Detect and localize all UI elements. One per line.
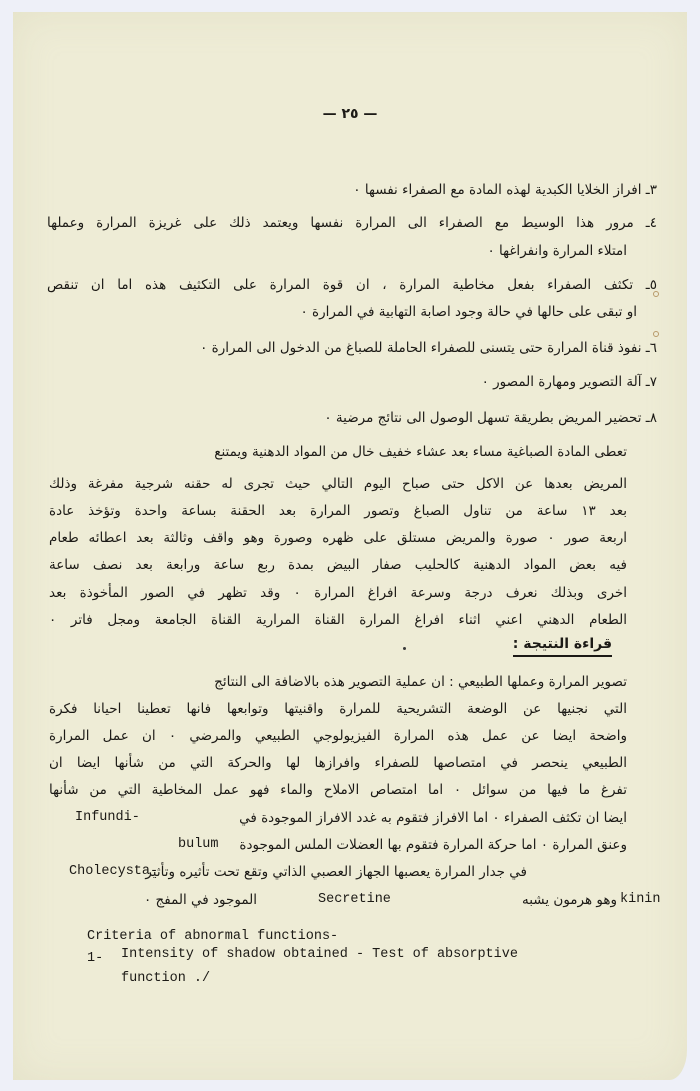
english-item-1-line-1: Intensity of shadow obtained - Test of absorptive bbox=[121, 947, 518, 962]
paragraph-1-line-3: بعد ١٣ ساعة من تناول الصباغ وتصور المرارة بعد الحقنة بساعة واحدة وتؤخذ عادة bbox=[49, 503, 627, 519]
paragraph-2-line-1: تصوير المرارة وعملها الطبيعي : ان عملية التصوير هذه بالاضافة الى النتائج bbox=[214, 674, 627, 690]
paragraph-2-line-3: واضحة ايضا عن عمل هذه المرارة الفيزيولوجي الطبيعي والمرضي ٠ ان عمل المرارة bbox=[49, 728, 627, 744]
list-item-7: ٧ـ آلة التصوير ومهارة المصور ٠ bbox=[481, 374, 657, 390]
paragraph-2-line-4: الطبيعي ينحصر في امتصاصها للصفراء وافرازها لها والحركة التي من شأنها ايضا ان bbox=[49, 755, 627, 771]
english-item-number: 1- bbox=[87, 951, 104, 966]
latin-term-kinin: kinin bbox=[620, 892, 661, 907]
paragraph-1-line-1: تعطى المادة الصباغية مساء بعد عشاء خفيف خال من المواد الدهنية ويمتنع bbox=[214, 444, 627, 460]
latin-term-secretine: Secretine bbox=[318, 892, 391, 907]
paper-dot bbox=[403, 647, 406, 650]
latin-term-bulum: bulum bbox=[178, 837, 219, 852]
paragraph-1-line-6: اخرى وبذلك نعرف درجة وسرعة افراغ المرارة ٠ وقد تظهر في الصور المأخوذة بعد bbox=[49, 585, 628, 601]
paper-speck bbox=[653, 291, 659, 297]
latin-term-infundi: Infundi- bbox=[75, 810, 140, 825]
paragraph-1-line-7: الطعام الدهني اعني اثناء افراغ المرارة القناة المرارية القناة الجامعة ومجل فاتر ٠ bbox=[49, 612, 627, 628]
latin-term-cholecysta: Cholecysta- bbox=[69, 864, 159, 879]
list-item-5-line-1: ٥ـ تكثف الصفراء بفعل مخاطية المرارة ، ان قوة المرارة على التكثيف هذه اما ان تنقص bbox=[47, 277, 657, 293]
english-item-1-line-2: function ./ bbox=[121, 971, 211, 986]
list-item-4-line-2: امتلاء المرارة وانفراغها ٠ bbox=[487, 243, 627, 259]
list-item-6: ٦ـ نفوذ قناة المرارة حتى يتسنى للصفراء الحاملة للصباغ من الدخول الى المرارة ٠ bbox=[200, 340, 657, 356]
section-heading: قراءة النتيجة : bbox=[513, 634, 612, 657]
paragraph-1-line-5: فيه بعض المواد الدهنية كالحليب صفار البيض بمدة ربع ساعة ورابعة بعد نصف ساعة bbox=[49, 557, 627, 573]
paragraph-1-line-2: المريض بعدها عن الاكل حتى صباح اليوم التالي حيث تجرى له حقنه شرجية مفرغة وذلك bbox=[49, 476, 627, 492]
paragraph-1-line-4: اربعة صور ٠ صورة والمريض مستلق على ظهره وصورة وهو واقف وثالثة بعد اعطائه طعام bbox=[49, 530, 627, 546]
paragraph-2-line-9b: الموجود في المفج ٠ bbox=[143, 892, 257, 908]
paragraph-2-line-2: التي نجنيها عن الوضعة التشريحية للمرارة واقنيتها وتوابعها فانها تعطينا احيانا فكرة bbox=[49, 701, 627, 717]
paragraph-2-line-6: ايضا ان تكثف الصفراء ٠ اما الافراز فتقوم به غدد الافراز الموجودة في bbox=[239, 810, 627, 826]
paragraph-2-line-7: وعنق المرارة ٠ اما حركة المرارة فتقوم بها العضلات الملس الموجودة bbox=[239, 837, 627, 853]
page-number: — ٢٥ — bbox=[322, 106, 378, 122]
paragraph-2-line-8: في جدار المرارة يعصبها الجهاز العصبي الذاتي وتقع تحت تأثيره وتأثير bbox=[145, 864, 527, 880]
paragraph-2-line-5: تفرغ ما فيها من سوائل ٠ اما امتصاص الاملاح والماء فهو عمل المخاطية التي من شأنها bbox=[49, 782, 627, 798]
list-item-5-line-2: او تبقى على حالها في حالة وجود اصابة التهابية في المرارة ٠ bbox=[300, 304, 637, 320]
document-page bbox=[13, 12, 687, 1080]
list-item-3: ٣ـ افراز الخلايا الكبدية لهذه المادة مع الصفراء نفسها ٠ bbox=[353, 182, 657, 198]
list-item-8: ٨ـ تحضير المريض بطريقة تسهل الوصول الى نتائج مرضية ٠ bbox=[324, 410, 657, 426]
list-item-4-line-1: ٤ـ مرور هذا الوسيط مع الصفراء الى المرارة نفسها ويعتمد ذلك على غريزة المرارة وعملها bbox=[47, 215, 657, 231]
paragraph-2-line-9a: وهو هرمون يشبه bbox=[522, 892, 617, 908]
english-criteria-heading: Criteria of abnormal functions- bbox=[87, 929, 339, 944]
paper-speck bbox=[653, 331, 659, 337]
